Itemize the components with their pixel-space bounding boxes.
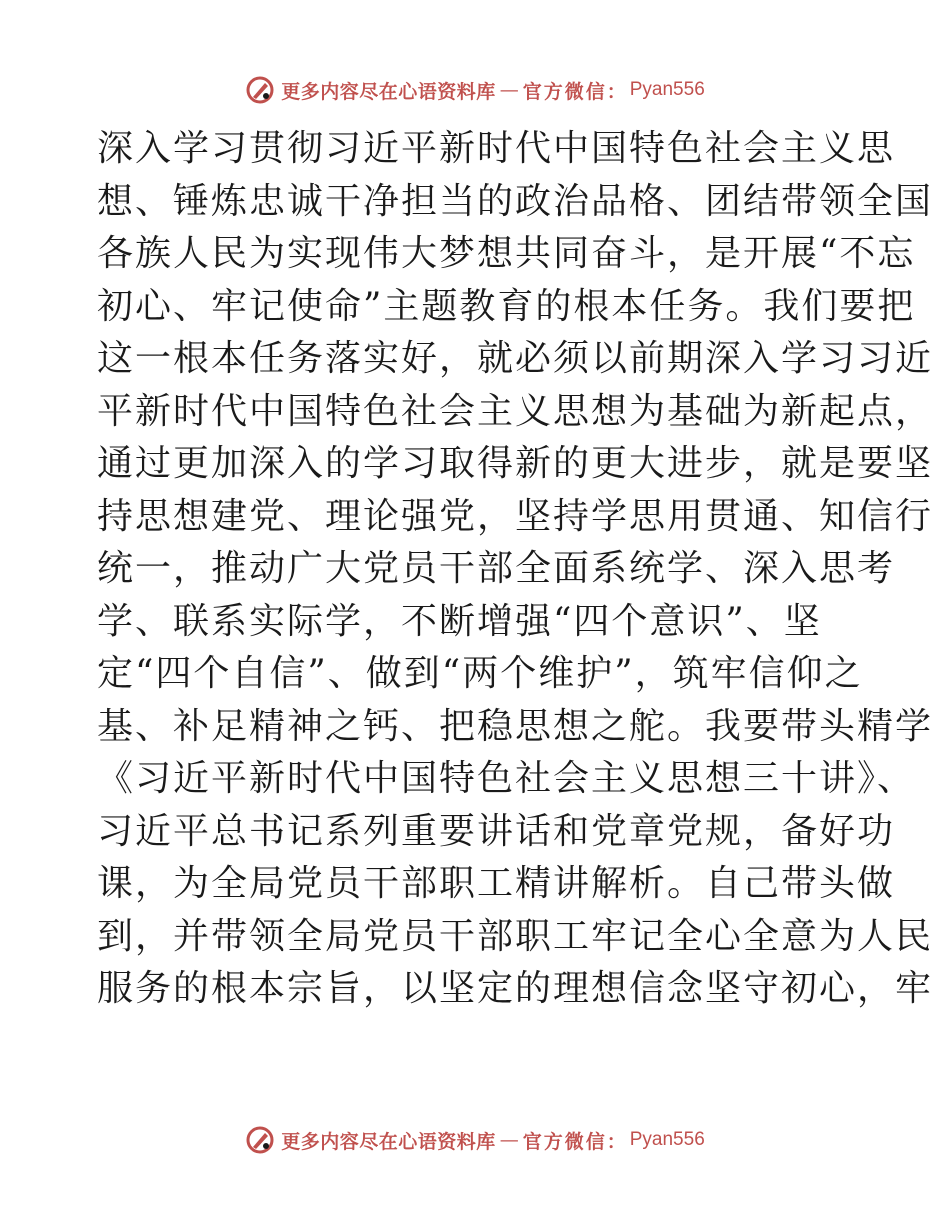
text-line: 基、补足精神之钙、把稳思想之舵。我要带头精学 [97, 705, 934, 747]
text-line: 到，并带领全局党员干部职工牢记全心全意为人民 [97, 915, 934, 957]
text-line: 持思想建党、理论强党，坚持学思用贯通、知信行 [97, 495, 934, 537]
brand-logo-icon [245, 1125, 275, 1155]
text-line: 服务的根本宗旨，以坚定的理想信念坚守初心，牢 [97, 968, 934, 1009]
watermark-footer [0, 1120, 950, 1160]
text-line: 学、联系实际学，不断增强“四个意识”、坚 [97, 600, 822, 642]
text-line: 习近平总书记系列重要讲话和党章党规，备好功 [97, 810, 896, 852]
text-line: 平新时代中国特色社会主义思想为基础为新起点， [97, 390, 934, 432]
document-body [97, 123, 934, 1016]
watermark-wechat-id: Pyan556 [629, 79, 705, 100]
text-line: 深入学习贯彻习近平新时代中国特色社会主义思 [97, 128, 896, 169]
text-line: 《习近平新时代中国特色社会主义思想三十讲》、 [97, 758, 916, 799]
watermark-header [0, 70, 950, 110]
watermark-site-name: 更多内容尽在心语资料库 [281, 80, 496, 103]
brand-logo-icon [245, 75, 275, 105]
watermark-wechat-id: Pyan556 [629, 1129, 705, 1150]
text-line: 统一，推动广大党员干部全面系统学、深入思考 [97, 548, 896, 589]
text-line: 定“四个自信”、做到“两个维护”，筑牢信仰之 [97, 653, 863, 694]
text-line: 初心、牢记使命”主题教育的根本任务。我们要把 [97, 285, 916, 327]
text-line: 这一根本任务落实好，就必须以前期深入学习习近 [97, 338, 934, 379]
text-line: 通过更加深入的学习取得新的更大进步，就是要坚 [97, 443, 934, 484]
watermark-separator: — [499, 79, 519, 101]
text-line: 课，为全局党员干部职工精讲解析。自己带头做 [97, 863, 896, 904]
watermark-separator: — [499, 1129, 519, 1151]
text-line: 各族人民为实现伟大梦想共同奋斗，是开展“不忘 [97, 233, 916, 274]
text-line: 想、锤炼忠诚干净担当的政治品格、团结带领全国 [97, 180, 934, 222]
watermark-wechat-label: 官方微信： [522, 1130, 628, 1153]
watermark-wechat-label: 官方微信： [522, 80, 628, 103]
watermark-site-name: 更多内容尽在心语资料库 [281, 1130, 496, 1153]
